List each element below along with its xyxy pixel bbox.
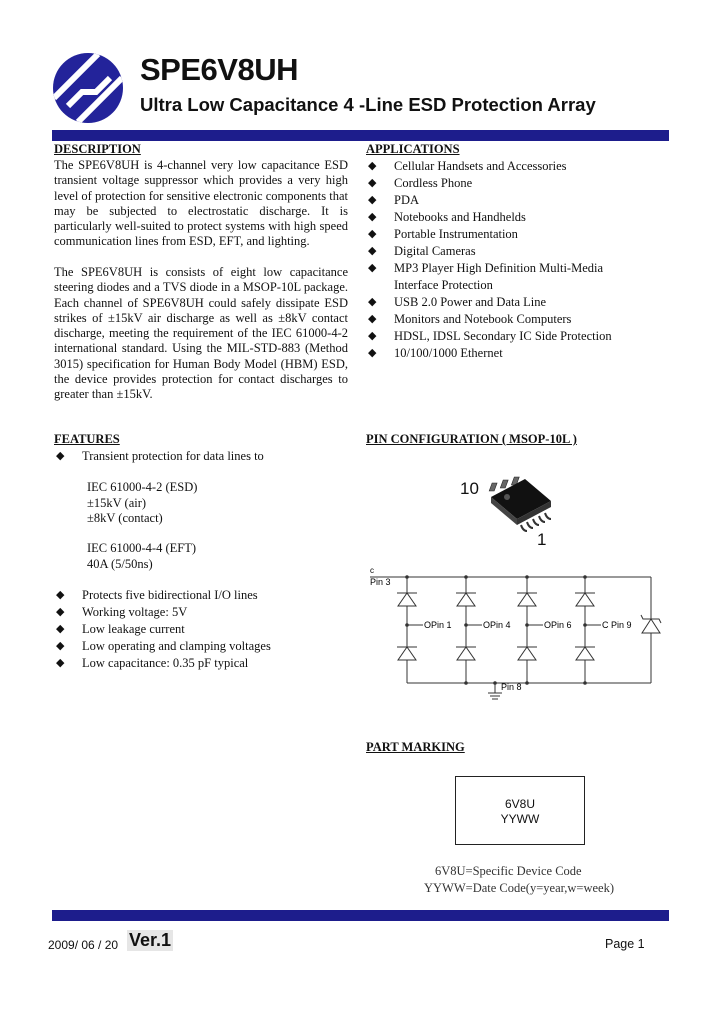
description-paragraph-2: The SPE6V8UH is consists of eight low capacitance steering diodes and a TVS diode in a MSOP-10L package. Each channel of SPE6V8UH could safely dissipate ESD strikes of ±15kV air discharge as well as ±8kV contact discharge, meeting the requirement of the IEC 61000-4-2 international standard. Using the MIL-STD-883 (Method 3015) specification for Human Body Model (HBM) ESD, the device provides protection for contact discharges to greater than ±15kV. <box>54 265 348 402</box>
schematic-label-o-pin1: O <box>424 620 432 630</box>
part-marking-box <box>455 776 585 845</box>
applications-list <box>366 158 666 362</box>
list-item: ◆ Transient protection for data lines to <box>56 449 264 463</box>
diamond-bullet-icon: ◆ <box>56 606 65 618</box>
diamond-bullet-icon: ◆ <box>368 177 377 189</box>
footer-date: 2009/ 06 / 20 <box>48 938 119 952</box>
marking-note-2: YYWW=Date Code(y=year,w=week) <box>424 881 615 895</box>
list-item: ◆ Portable Instrumentation <box>368 227 518 241</box>
list-item: ◆ Protects five bidirectional I/O lines <box>56 588 258 602</box>
diamond-bullet-icon: ◆ <box>368 228 377 240</box>
marking-text <box>456 797 584 827</box>
part-marking-heading: PART MARKING <box>366 740 465 754</box>
header-divider-bar <box>52 130 669 141</box>
list-item: ◆ PDA <box>368 193 420 207</box>
esd-schematic-diagram <box>365 565 675 705</box>
esd-air: ±15kV (air) <box>87 495 147 510</box>
diamond-bullet-icon: ◆ <box>56 657 65 669</box>
company-logo-icon <box>52 52 124 124</box>
schematic-label-o-pin6: O <box>544 620 552 630</box>
pin-10-label: 10 <box>460 479 479 498</box>
features-heading: FEATURES <box>54 432 120 446</box>
eft-value: 40A (5/50ns) <box>87 556 153 571</box>
schematic-label-pin6: Pin 6 <box>551 620 572 630</box>
description-paragraph-1: The SPE6V8UH is 4-channel very low capacitance ESD transient voltage suppressor which provides a very high level of protection for sensitive electronic components that may be subjected to electrostatic discharge. It is particularly well-suited to protect systems with high speed communication lines from ESD, EFT, and lighting. <box>54 158 349 249</box>
diamond-bullet-icon: ◆ <box>368 296 377 308</box>
marking-note-1: 6V8U=Specific Device Code <box>435 864 582 878</box>
description-heading: DESCRIPTION <box>54 142 141 156</box>
pin-config-heading: PIN CONFIGURATION ( MSOP-10L ) <box>366 432 577 446</box>
list-item: ◆ USB 2.0 Power and Data Line <box>368 295 547 309</box>
diamond-bullet-icon: ◆ <box>368 262 377 274</box>
diamond-bullet-icon: ◆ <box>368 330 377 342</box>
marking-line-1: 6V8U <box>504 797 536 811</box>
list-item: ◆ 10/100/1000 Ethernet <box>368 346 503 360</box>
list-item: ◆ Low leakage current <box>56 622 185 636</box>
list-item: ◆ MP3 Player High Definition Multi-Media Interface Protection <box>368 261 604 292</box>
schematic-label-o-pin4: O <box>483 620 491 630</box>
diamond-bullet-icon: ◆ <box>368 245 377 257</box>
diamond-bullet-icon: ◆ <box>368 313 377 325</box>
diamond-bullet-icon: ◆ <box>368 194 377 206</box>
footer-divider-bar <box>52 910 669 921</box>
eft-standard-block <box>87 541 196 572</box>
list-item: ◆ HDSL, IDSL Secondary IC Side Protection <box>368 329 612 343</box>
diamond-bullet-icon: ◆ <box>56 450 65 462</box>
features-list <box>54 587 354 672</box>
pin-1-label: 1 <box>537 530 547 549</box>
list-item: ◆ Notebooks and Handhelds <box>368 210 526 224</box>
features-intro-list <box>54 448 354 465</box>
footer-page-number: Page 1 <box>605 937 645 951</box>
applications-heading: APPLICATIONS <box>366 142 460 156</box>
diamond-bullet-icon: ◆ <box>56 589 65 601</box>
list-item: ◆ Low capacitance: 0.35 pF typical <box>56 656 249 670</box>
schematic-label-c-top: c <box>370 566 374 575</box>
page-subtitle: Ultra Low Capacitance 4 -Line ESD Protection Array <box>140 94 596 115</box>
diamond-bullet-icon: ◆ <box>368 347 377 359</box>
schematic-label-pin1: Pin 1 <box>431 620 452 630</box>
list-item: ◆ Digital Cameras <box>368 244 476 258</box>
marking-line-2: YYWW <box>500 812 540 826</box>
schematic-label-pin4: Pin 4 <box>490 620 511 630</box>
schematic-label-pin3: Pin 3 <box>370 577 391 587</box>
diamond-bullet-icon: ◆ <box>368 211 377 223</box>
esd-contact: ±8kV (contact) <box>87 511 163 525</box>
page-title: SPE6V8UH <box>140 52 298 87</box>
schematic-label-pin9: Pin 9 <box>611 620 632 630</box>
diamond-bullet-icon: ◆ <box>56 640 65 652</box>
diamond-bullet-icon: ◆ <box>56 623 65 635</box>
list-item: ◆ Working voltage: 5V <box>56 605 188 619</box>
eft-standard: IEC 61000-4-4 (EFT) <box>87 541 197 555</box>
list-item: ◆ Cellular Handsets and Accessories <box>368 159 567 173</box>
esd-standard-block <box>87 480 197 527</box>
schematic-label-c-pin9: C <box>602 620 609 630</box>
list-item: ◆ Low operating and clamping voltages <box>56 639 271 653</box>
footer-version: Ver.1 <box>129 930 172 950</box>
esd-standard: IEC 61000-4-2 (ESD) <box>87 480 198 494</box>
list-item: ◆ Monitors and Notebook Computers <box>368 312 572 326</box>
schematic-label-pin8: Pin 8 <box>501 682 522 692</box>
list-item: ◆ Cordless Phone <box>368 176 473 190</box>
diamond-bullet-icon: ◆ <box>368 160 377 172</box>
msop-10l-package-icon <box>485 475 565 535</box>
